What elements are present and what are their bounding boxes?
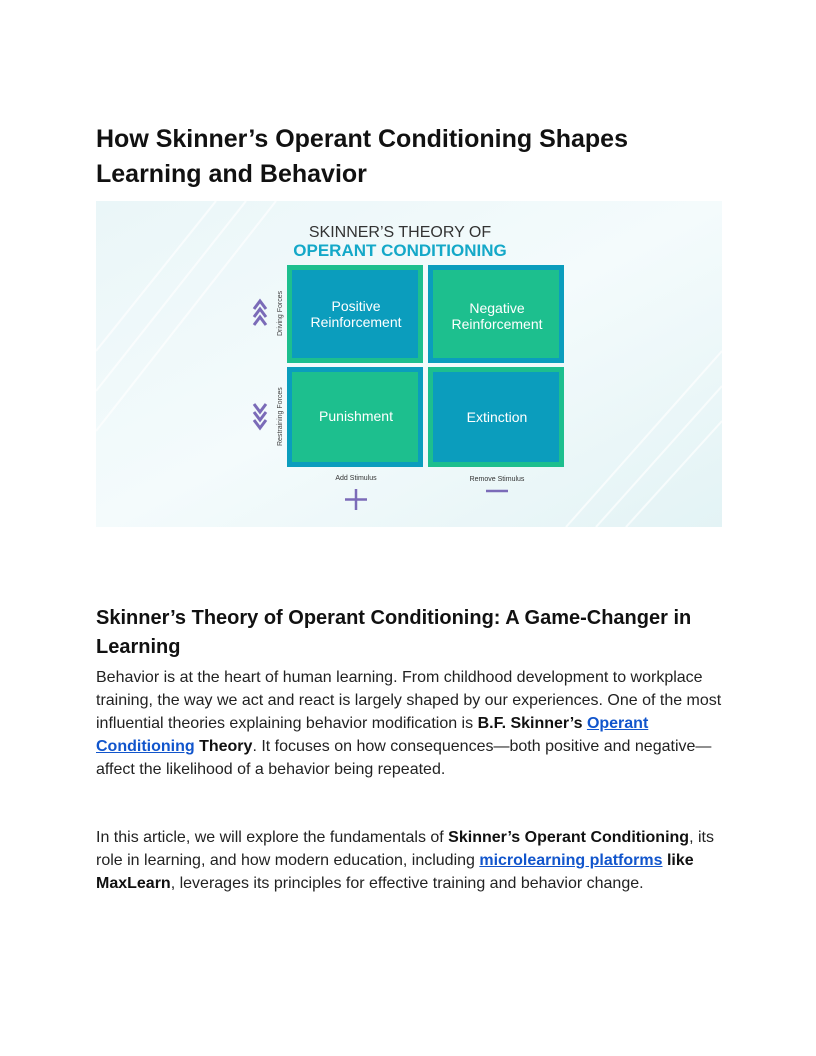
figure-svg: [96, 201, 722, 527]
quadrant-negative-label-2: Reinforcement: [451, 316, 543, 332]
operant-conditioning-figure: [96, 201, 722, 527]
figure-heading-1: SKINNER’S THEORY OF: [308, 224, 492, 241]
add-stimulus-label: Add Stimulus: [335, 475, 377, 482]
remove-stimulus-label: Remove Stimulus: [469, 476, 525, 483]
para1-text-a: Behavior is at the heart of human learning. From childhood development to workplace training, the way we act and react is largely shaped by our experiences. One of the most influential theories explaining behavior modification is: [96, 669, 722, 732]
quadrant-punishment-label: Punishment: [319, 408, 393, 424]
para1-text-b: . It focuses on how consequences—both positive and negative—affect the likelihood of a behavior being repeated.: [96, 738, 712, 778]
quadrant-extinction-label: Extinction: [466, 409, 528, 425]
para2-text-a: In this article, we will explore the fundamentals of: [96, 829, 449, 846]
para1-bold-theory: Theory: [194, 738, 253, 755]
para1-bold-skinner: B.F. Skinner’s: [477, 715, 587, 732]
intro-paragraph: [96, 666, 722, 781]
quadrant-positive-label-2: Reinforcement: [310, 314, 402, 330]
quadrant-positive-label-1: Positive: [331, 298, 381, 314]
quadrant-negative-label-1: Negative: [469, 300, 525, 316]
restraining-forces-label: Restraining Forces: [277, 387, 284, 446]
figure-heading-2: OPERANT CONDITIONING: [293, 241, 507, 260]
microlearning-platforms-link[interactable]: microlearning platforms: [479, 852, 663, 869]
quadrant-negative-reinforcement: [428, 265, 564, 363]
article-scope-paragraph: [96, 826, 722, 895]
operant-conditioning-link[interactable]: Operant Conditioning: [96, 715, 649, 755]
para2-bold-maxlearn: like MaxLearn: [96, 852, 694, 892]
quadrant-positive-reinforcement: [287, 265, 423, 363]
para2-text-c: , leverages its principles for effective training and behavior change.: [170, 875, 644, 892]
driving-forces-label: Driving Forces: [277, 290, 284, 336]
page-title: How Skinner’s Operant Conditioning Shapes Learning and Behavior: [96, 125, 628, 188]
quadrant-punishment: [287, 367, 423, 467]
para2-bold-skinner: Skinner’s Operant Conditioning: [448, 829, 690, 846]
para2-text-b: , its role in learning, and how modern education, including: [96, 829, 714, 869]
quadrant-extinction: [428, 367, 564, 467]
section-heading: Skinner’s Theory of Operant Conditioning: A Game-Changer in Learning: [96, 607, 692, 658]
